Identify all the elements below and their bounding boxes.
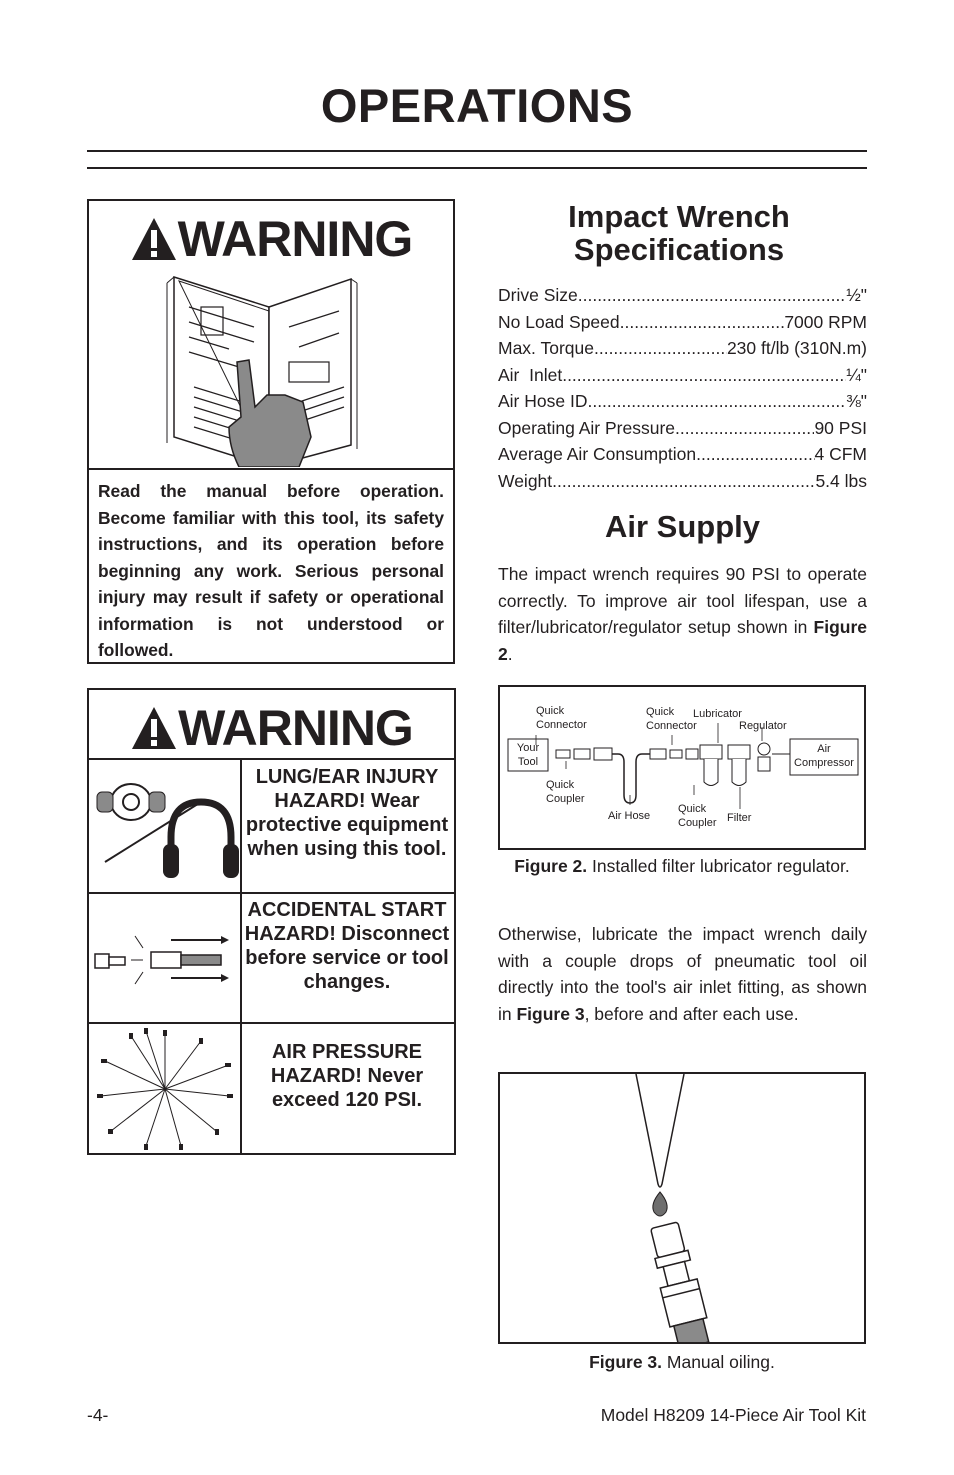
spec-value: 90 PSI [814, 417, 867, 438]
spec-value: 4 CFM [814, 444, 867, 464]
label-quick-connector: Quick Connector [536, 705, 587, 731]
spec-value: ⅜" [846, 391, 867, 411]
figure-2-caption: Figure 2. Installed filter lubricator regulator. [514, 856, 850, 876]
specs-heading: Impact Wrench Specifications [568, 199, 790, 267]
specs-list [498, 282, 867, 494]
warning-divider [89, 468, 453, 470]
spec-label: Weight [498, 470, 553, 491]
title-rule-top [87, 150, 867, 152]
footer-model: Model H8209 14-Piece Air Tool Kit [600, 1405, 866, 1425]
warning-label: WARNING [177, 211, 413, 267]
manual-warning-box [87, 199, 455, 664]
hazard-divider [89, 892, 454, 894]
hazard-divider [89, 758, 454, 760]
spec-row [498, 335, 867, 362]
label-regulator: Regulator [739, 720, 787, 732]
spec-value: ¼" [846, 364, 867, 385]
spec-row [498, 282, 867, 309]
spec-row [498, 362, 867, 389]
spec-label: Air Inlet [498, 364, 563, 385]
spec-value: 230 ft/lb (310N.m) [726, 338, 867, 358]
spec-row [498, 309, 867, 336]
hazard-divider [89, 1022, 454, 1024]
lubrication-paragraph: Otherwise, lubricate the impact wrench daily with a couple drops of pneumatic tool oil directly into the tool's air inlet fitting, as shown in Figure 3, before and after each use. [498, 924, 867, 1024]
hazard-text-air-pressure: AIR PRESSURE HAZARD! Never exceed 120 PSI. [270, 1041, 424, 1111]
spec-row [498, 415, 867, 442]
spec-value: ½" [846, 285, 867, 305]
hazard-text-accidental-start: ACCIDENTAL START HAZARD! Disconnect before service or tool changes. [244, 899, 450, 993]
warning-triangle-icon [130, 705, 178, 751]
spec-row [498, 388, 867, 415]
label-quick-coupler: Quick Coupler [678, 803, 717, 829]
spec-label: Max. Torque [498, 338, 594, 358]
title-rule-bottom [87, 167, 867, 169]
figure-3-manual-oiling [498, 1072, 866, 1344]
label-quick-connector: Quick Connector [646, 706, 697, 732]
disconnect-coupler-icon [91, 896, 239, 1020]
spec-value: 7000 RPM [784, 311, 867, 332]
spec-label: Average Air Consumption [498, 444, 697, 464]
air-supply-paragraph: The impact wrench requires 90 PSI to operate correctly. To improve air tool lifespan, use a filter/lubricator/regulator setup shown in Figure 2. [498, 564, 867, 664]
warning-header [89, 702, 454, 754]
warning-header [89, 213, 453, 265]
page-title: OPERATIONS [320, 79, 634, 132]
label-lubricator: Lubricator [693, 708, 742, 720]
page-number: -4- [87, 1405, 109, 1425]
spec-label: Air Hose ID [498, 391, 588, 411]
label-your-tool: Your Tool [516, 742, 540, 768]
spec-label: Operating Air Pressure [498, 417, 676, 438]
warning-triangle-icon [130, 216, 178, 262]
hazard-text-lung-ear: LUNG/EAR INJURY HAZARD! Wear protective equipment when using this tool. [245, 766, 449, 860]
hazard-warning-box [87, 688, 456, 1155]
manual-pointing-hand-icon [89, 267, 453, 467]
hazard-column-divider [240, 759, 242, 1153]
label-air-compressor: Air Compressor [794, 743, 854, 769]
figure-3-caption: Figure 3. Manual oiling. [589, 1352, 775, 1372]
label-air-hose: Air Hose [608, 810, 651, 822]
air-burst-icon [91, 1026, 239, 1152]
spec-row [498, 468, 867, 495]
label-filter: Filter [727, 812, 752, 824]
air-supply-heading: Air Supply [604, 509, 760, 544]
figure-2-diagram [498, 685, 866, 850]
spec-label: Drive Size [498, 285, 578, 305]
respirator-earmuff-icon [91, 762, 239, 890]
spec-label: No Load Speed [498, 311, 620, 332]
spec-row [498, 441, 867, 468]
warning-label: WARNING [178, 700, 413, 756]
warning-message: Read the manual before operation. Become familiar with this tool, its safety instructions, and its operation before beginning any work. Serious personal injury may result if safety or operational information is not understood or followed. [98, 481, 444, 660]
spec-value: 5.4 lbs [815, 470, 867, 491]
label-quick-coupler: Quick Coupler [546, 779, 585, 805]
